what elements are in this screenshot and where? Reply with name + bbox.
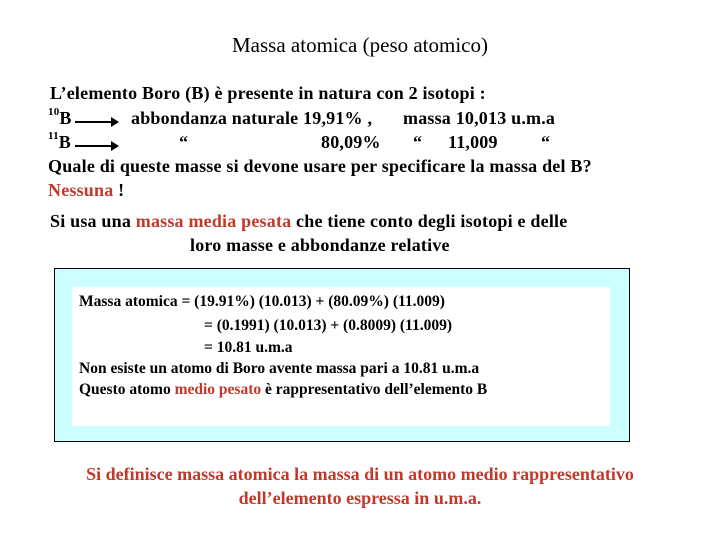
calc-line-4: Non esiste un atomo di Boro avente massa pari a 10.81 u.m.a [79, 360, 480, 377]
isotope-10-row [48, 108, 72, 129]
isotope-11-mass: 11,009 [448, 132, 498, 152]
calc-line-2: = (0.1991) (10.013) + (0.8009) (11.009) [204, 317, 452, 334]
calc-line-1: Massa atomica = (19.91%) (10.013) + (80.09%) (11.009) [79, 293, 445, 310]
definition-line-2: dell’elemento espressa in u.m.a. [238, 488, 482, 508]
ditto-mark: “ [413, 132, 423, 152]
weighted-pre: Si usa una [50, 211, 136, 231]
isotope-11-abundance: 80,09% [321, 132, 381, 152]
isotope-10-abundance: abbondanza naturale 19,91% , [131, 108, 373, 128]
answer-word: Nessuna [48, 180, 114, 200]
weighted-post: che tiene conto degli isotopi e delle [291, 211, 568, 231]
isotope-10-symbol: B [59, 108, 72, 128]
intro-text: L’elemento Boro (B) è presente in natura con 2 isotopi : [50, 83, 486, 103]
weighted-mean-line-2: loro masse e abbondanze relative [190, 235, 450, 255]
calc-line-5-pre: Questo atomo [79, 381, 175, 398]
isotope-11-symbol: B [58, 132, 72, 152]
isotope-10-mass-number: 10 [48, 106, 60, 118]
calc-line-5-post: è rappresentativo dell’elemento B [261, 381, 488, 398]
page-title: Massa atomica (peso atomico) [232, 33, 488, 57]
calc-line-3: = 10.81 u.m.a [204, 339, 293, 356]
weighted-highlight: massa media pesata [135, 211, 292, 231]
weighted-mean-line-1 [50, 211, 567, 232]
isotope-10-mass: massa 10,013 u.m.a [403, 108, 556, 128]
isotope-11-mass-number: 11 [48, 130, 59, 142]
question-text: Quale di queste masse si devone usare per specificare la massa del B? [48, 156, 592, 176]
calc-line-5 [79, 381, 487, 399]
arrow-right-icon [75, 121, 117, 123]
calc-line-5-highlight: medio pesato [174, 381, 262, 398]
answer-punct: ! [113, 180, 125, 200]
ditto-mark: “ [179, 132, 189, 152]
arrow-right-icon [75, 145, 117, 147]
ditto-mark: “ [541, 132, 551, 152]
answer-text [48, 180, 124, 201]
isotope-11-row [48, 132, 71, 153]
definition-line-1: Si definisce massa atomica la massa di un atomo medio rappresentativo [86, 464, 634, 484]
